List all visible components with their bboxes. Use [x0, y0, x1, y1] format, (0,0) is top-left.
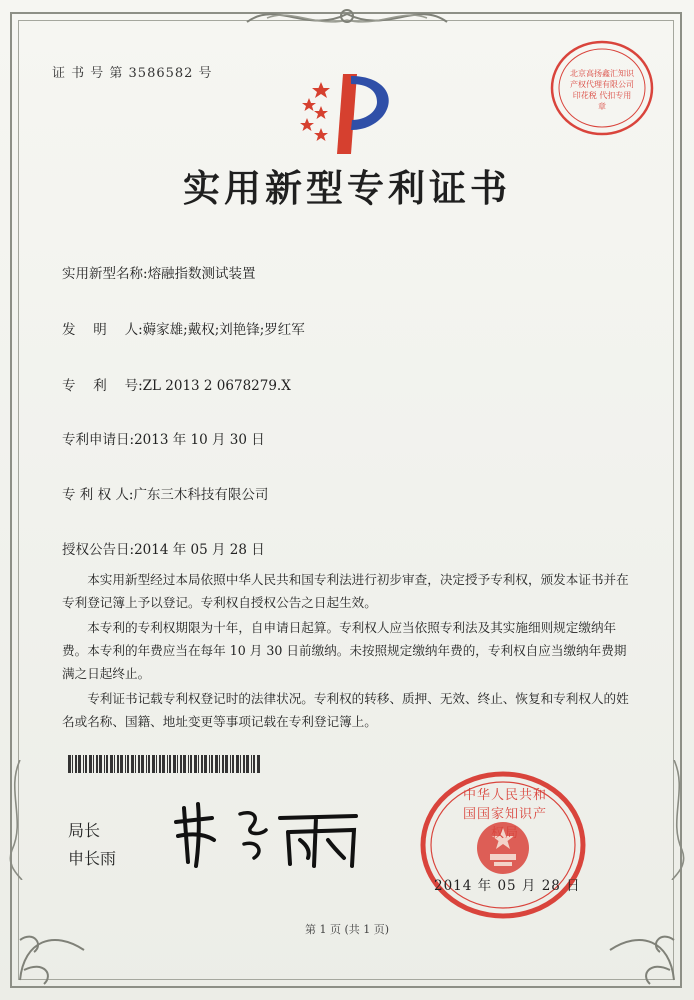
field-value: 熔融指数测试装置: [147, 266, 256, 282]
body-paragraph: 专利证书记载专利权登记时的法律状况。专利权的转移、质押、无效、终止、恢复和专利权人的姓名或名称、国籍、地址变更等事项记载在专利登记簿上。: [62, 691, 629, 729]
barcode-bar: [194, 755, 197, 773]
barcode-bar: [117, 755, 119, 773]
field-application-date: [62, 428, 265, 448]
barcode-bar: [162, 755, 165, 773]
barcode-bar: [135, 755, 136, 773]
signatory-name: 申长雨: [68, 849, 117, 868]
corner-ornament-right-icon: [600, 900, 680, 986]
barcode-bar: [156, 755, 157, 773]
side-ornament-left-icon: [0, 760, 32, 880]
barcode-bar: [114, 755, 115, 773]
certificate-number: 证 书 号 第 3586582 号: [52, 66, 213, 81]
barcode-bar: [253, 755, 255, 773]
field-value: 薅家雄;戴权;刘艳锋;罗红军: [142, 322, 305, 338]
field-label: 授权公告日:: [62, 542, 135, 558]
field-utility-name: [62, 262, 256, 282]
field-value: ZL 2013 2 0678279.X: [142, 378, 291, 394]
top-ornament-icon: [237, 0, 457, 34]
barcode-bar: [104, 755, 105, 773]
corner-ornament-left-icon: [14, 900, 94, 986]
barcode-bar: [141, 755, 144, 773]
field-value: 2014 年 05 月 28 日: [134, 542, 265, 558]
page-footer: 第 1 页 (共 1 页): [304, 923, 390, 936]
barcode-bar: [120, 755, 123, 773]
barcode-bar: [75, 755, 77, 773]
barcode-bar: [246, 755, 249, 773]
barcode-bar: [257, 755, 260, 773]
barcode-bar: [89, 755, 92, 773]
side-ornament-right-icon: [662, 760, 694, 880]
field-label: 专 利 权 人:: [62, 487, 134, 503]
barcode-bar: [83, 755, 84, 773]
barcode-bar: [190, 755, 192, 773]
barcode-bar: [180, 755, 182, 773]
barcode-bar: [177, 755, 178, 773]
body-paragraph: 本专利的专利权期限为十年，自申请日起算。专利权人应当依照专利法及其实施细则规定缴纳年费。本专利的年费应当在每年 10 月 30 日前缴纳。未按照规定缴纳年费的，专利权自应当缴纳年费期满之日起终止。: [62, 620, 627, 681]
field-label: 专 利 号:: [62, 378, 143, 394]
barcode-bar: [243, 755, 245, 773]
barcode-bar: [146, 755, 147, 773]
barcode-bar: [230, 755, 231, 773]
barcode-bar: [188, 755, 189, 773]
barcode-bar: [131, 755, 134, 773]
barcode-bar: [127, 755, 129, 773]
barcode-bar: [169, 755, 171, 773]
barcode-bar: [232, 755, 234, 773]
barcode-bar: [125, 755, 126, 773]
page-title: 实用新型专利证书: [183, 166, 511, 210]
barcode-bar: [138, 755, 140, 773]
field-label: 专利申请日:: [62, 432, 135, 448]
sipo-logo-icon: [285, 70, 405, 160]
barcode-bar: [236, 755, 239, 773]
barcode-icon: [68, 755, 260, 773]
barcode-bar: [222, 755, 224, 773]
barcode-bar: [93, 755, 94, 773]
field-label: 发 明 人:: [62, 322, 143, 338]
barcode-bar: [225, 755, 228, 773]
tax-stamp-text: 北京高扬鑫汇知识产权代理有限公司 印花税 代扣专用章: [570, 69, 634, 111]
seal-text: 中华人民共和国国家知识产权局: [462, 788, 547, 841]
barcode-bar: [106, 755, 108, 773]
seal-date: 2014 年 05 月 28 日: [434, 878, 581, 894]
barcode-bar: [159, 755, 161, 773]
barcode-bar: [85, 755, 87, 773]
barcode-bar: [68, 755, 71, 773]
field-patent-number: [62, 374, 291, 394]
barcode-bar: [204, 755, 207, 773]
barcode-bar: [198, 755, 199, 773]
barcode-bar: [72, 755, 73, 773]
barcode-bar: [211, 755, 213, 773]
body-paragraph: 本实用新型经过本局依照中华人民共和国专利法进行初步审查，决定授予专利权，颁发本证书并在专利登记簿上予以登记。专利权自授权公告之日起生效。: [62, 572, 629, 610]
barcode-bar: [78, 755, 81, 773]
barcode-bar: [209, 755, 210, 773]
field-label: 实用新型名称:: [62, 266, 148, 282]
barcode-bar: [152, 755, 155, 773]
barcode-bar: [219, 755, 220, 773]
certificate-body: [62, 568, 630, 735]
barcode-bar: [251, 755, 252, 773]
signatory-title: 局长: [68, 821, 101, 840]
barcode-bar: [173, 755, 176, 773]
field-grant-date: [62, 538, 265, 558]
barcode-bar: [99, 755, 102, 773]
barcode-bar: [215, 755, 218, 773]
barcode-bar: [148, 755, 150, 773]
director-signature: [168, 796, 368, 872]
barcode-bar: [96, 755, 98, 773]
field-value: 广东三木科技有限公司: [133, 487, 269, 503]
field-inventors: [62, 318, 305, 338]
field-patentee: [62, 483, 268, 503]
barcode-bar: [183, 755, 186, 773]
field-value: 2013 年 10 月 30 日: [134, 432, 265, 448]
barcode-bar: [167, 755, 168, 773]
barcode-bar: [201, 755, 203, 773]
barcode-bar: [240, 755, 241, 773]
barcode-bar: [110, 755, 113, 773]
